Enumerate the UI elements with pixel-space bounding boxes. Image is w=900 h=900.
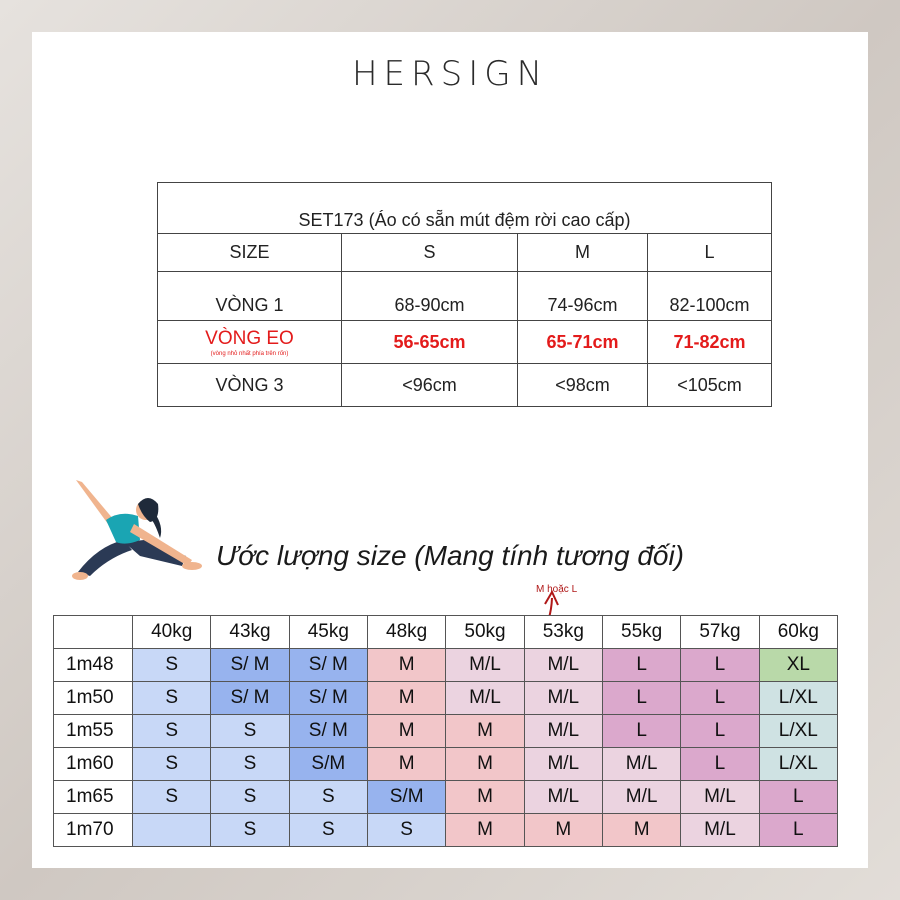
weight-header: 43kg xyxy=(211,616,289,649)
size-cell: S/M xyxy=(367,781,445,814)
row-label: VÒNG 1 xyxy=(158,272,342,321)
size-cell: L/XL xyxy=(759,715,837,748)
size-cell: L/XL xyxy=(759,682,837,715)
weight-header: 45kg xyxy=(289,616,367,649)
size-cell: S/ M xyxy=(289,715,367,748)
size-cell: M xyxy=(446,715,524,748)
size-cell: M xyxy=(446,748,524,781)
value-cell: <98cm xyxy=(518,364,648,407)
size-cell: M xyxy=(446,814,524,847)
value-cell: 68-90cm xyxy=(342,272,518,321)
value-cell: 65-71cm xyxy=(518,321,648,364)
weight-header: 40kg xyxy=(133,616,211,649)
table-row xyxy=(54,715,838,748)
weight-header: 53kg xyxy=(524,616,602,649)
size-cell: M xyxy=(446,781,524,814)
size-table-header xyxy=(158,234,772,272)
size-table xyxy=(157,182,772,407)
size-cell: L xyxy=(681,715,759,748)
size-cell: L xyxy=(759,781,837,814)
size-cell: S xyxy=(289,781,367,814)
size-cell: M xyxy=(367,649,445,682)
size-header-m: M xyxy=(518,234,648,272)
size-cell: M/L xyxy=(524,748,602,781)
row-note: (vòng nhỏ nhất phía trên rốn) xyxy=(210,350,289,357)
size-cell: S xyxy=(133,781,211,814)
weight-header-row xyxy=(54,616,838,649)
estimate-title: Ước lượng size (Mang tính tương đối) xyxy=(216,540,685,571)
size-cell: L xyxy=(602,649,680,682)
size-estimate-grid xyxy=(53,615,838,847)
size-cell: M xyxy=(367,682,445,715)
size-header-l: L xyxy=(648,234,772,272)
weight-header: 50kg xyxy=(446,616,524,649)
size-cell: S xyxy=(133,682,211,715)
size-cell: M/L xyxy=(524,649,602,682)
size-cell: S/ M xyxy=(289,682,367,715)
size-cell: S/ M xyxy=(289,649,367,682)
weight-header: 48kg xyxy=(367,616,445,649)
height-label: 1m55 xyxy=(54,715,133,748)
size-cell: M/L xyxy=(524,682,602,715)
size-cell: S xyxy=(367,814,445,847)
height-label: 1m65 xyxy=(54,781,133,814)
value-cell: 74-96cm xyxy=(518,272,648,321)
corner-cell xyxy=(54,616,133,649)
height-label: 1m60 xyxy=(54,748,133,781)
size-cell: M/L xyxy=(681,814,759,847)
size-cell: S xyxy=(211,814,289,847)
value-cell: 71-82cm xyxy=(648,321,772,364)
size-cell: S/ M xyxy=(211,649,289,682)
size-cell: S xyxy=(133,748,211,781)
size-row-vong1 xyxy=(158,272,772,321)
size-cell: M/L xyxy=(524,781,602,814)
value-cell: <105cm xyxy=(648,364,772,407)
size-row-vong3 xyxy=(158,364,772,407)
size-cell: S xyxy=(211,715,289,748)
table-row xyxy=(54,682,838,715)
row-label: VÒNG EO xyxy=(205,327,294,349)
weight-header: 57kg xyxy=(681,616,759,649)
size-cell: L xyxy=(602,682,680,715)
size-cell: S xyxy=(133,715,211,748)
brand-logo: HERSIGN xyxy=(351,54,549,94)
size-cell: S xyxy=(289,814,367,847)
size-cell: M xyxy=(602,814,680,847)
size-cell: M xyxy=(367,748,445,781)
size-cell: M/L xyxy=(524,715,602,748)
size-cell xyxy=(133,814,211,847)
table-row xyxy=(54,748,838,781)
size-cell: L xyxy=(759,814,837,847)
yoga-figure-icon xyxy=(68,476,208,586)
size-cell: L xyxy=(602,715,680,748)
size-cell: M/L xyxy=(446,682,524,715)
size-header-s: S xyxy=(342,234,518,272)
size-cell: L/XL xyxy=(759,748,837,781)
value-cell: <96cm xyxy=(342,364,518,407)
weight-header: 60kg xyxy=(759,616,837,649)
size-cell: M xyxy=(524,814,602,847)
size-cell: L xyxy=(681,682,759,715)
value-cell: 82-100cm xyxy=(648,272,772,321)
size-table-title: SET173 (Áo có sẵn mút đệm rời cao cấp) xyxy=(158,183,772,234)
value-cell: 56-65cm xyxy=(342,321,518,364)
size-cell: M/L xyxy=(602,781,680,814)
height-label: 1m48 xyxy=(54,649,133,682)
size-cell: L xyxy=(681,748,759,781)
height-label: 1m50 xyxy=(54,682,133,715)
size-cell: S xyxy=(211,748,289,781)
size-cell: XL xyxy=(759,649,837,682)
size-cell: S xyxy=(211,781,289,814)
weight-header: 55kg xyxy=(602,616,680,649)
height-label: 1m70 xyxy=(54,814,133,847)
size-cell: M/L xyxy=(446,649,524,682)
annotation-note: M hoặc L xyxy=(536,584,578,595)
size-header-label: SIZE xyxy=(158,234,342,272)
size-cell: S xyxy=(133,649,211,682)
size-table-title-row xyxy=(158,183,772,234)
table-row xyxy=(54,814,838,847)
size-cell: L xyxy=(681,649,759,682)
size-row-vongeo xyxy=(158,321,772,364)
table-row xyxy=(54,649,838,682)
table-row xyxy=(54,781,838,814)
size-cell: S/M xyxy=(289,748,367,781)
size-cell: S/ M xyxy=(211,682,289,715)
size-cell: M xyxy=(367,715,445,748)
size-cell: M/L xyxy=(602,748,680,781)
row-label-cell xyxy=(158,321,342,364)
size-cell: M/L xyxy=(681,781,759,814)
row-label: VÒNG 3 xyxy=(158,364,342,407)
